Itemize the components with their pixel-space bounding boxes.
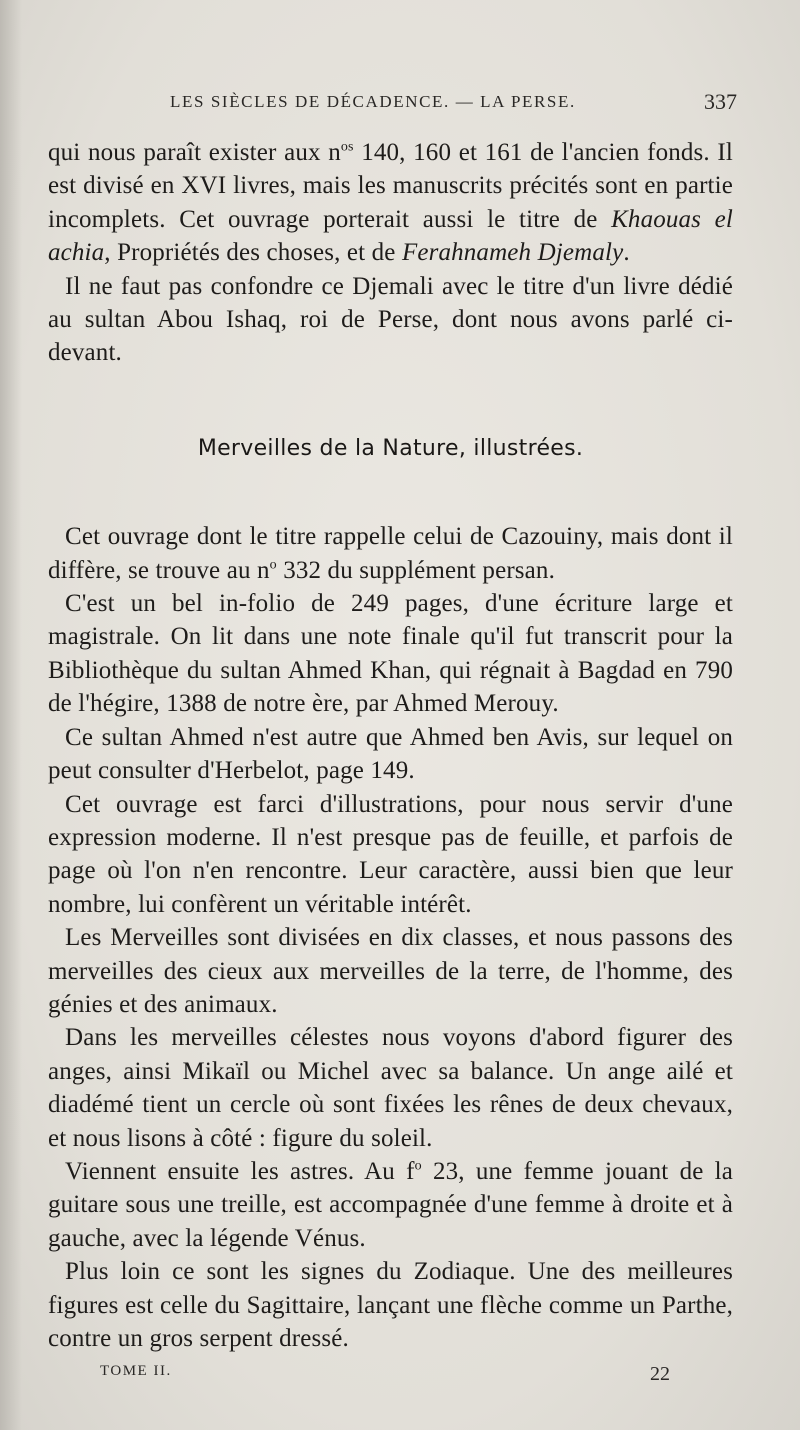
p1-italic-title-2: Ferahnameh Djemaly xyxy=(401,239,624,267)
paragraph-6: Cet ouvrage est farci d'illustrations, pour nous servir d'une expression moderne. Il n'est presque pas de feuille, et parfois de page où l'on n'en rencontre. Leur caractère, aussi bien que leur nombre, lui confèrent un véritable intérêt. xyxy=(48,790,733,918)
paragraph-5: Ce sultan Ahmed n'est autre que Ahmed ben Avis, sur lequel on peut consulter d'Herbelot, page 149. xyxy=(48,723,733,785)
signature-number: 22 xyxy=(650,1363,670,1385)
p3-end: 332 du supplément persan. xyxy=(276,556,555,584)
p9-end: 23, une femme jouant de la guitare sous une treille, est accompagnée d'une femme à droite et à gauche, avec la légende Vénus. xyxy=(48,1157,734,1252)
gutter-shadow xyxy=(0,0,22,1430)
paragraph-4: C'est un bel in-folio de 249 pages, d'une écriture large et magistrale. On lit dans une note finale qu'il fut transcrit pour la Bibliothèque du sultan Ahmed Khan, qui régnait à Bagdad en 790 de l'hégire, 1388 de notre ère, par Ahmed Merouy. xyxy=(48,590,733,718)
p1-end: . xyxy=(623,239,630,267)
paragraph-7: Les Merveilles sont divisées en dix classes, et nous passons des merveilles des cieux aux merveilles de la terre, de l'homme, des génies et des animaux. xyxy=(48,924,733,1018)
p1-italic-title-1: Khaouas el achia xyxy=(48,205,733,267)
body-text xyxy=(48,136,733,1355)
paragraph-3 xyxy=(48,520,733,587)
p9-sup: o xyxy=(414,1158,422,1174)
p9-start: Viennent ensuite les astres. Au f xyxy=(65,1157,415,1185)
page-header xyxy=(40,89,740,120)
p3-sup: o xyxy=(269,557,277,573)
p1-mid: 140, 160 et 161 de l'ancien fonds. Il est divisé en XVI livres, mais les manuscrits précités sont en partie incomplets. Cet ouvrage porterait aussi le titre de xyxy=(48,139,733,233)
p1-mid2: , Propriétés des choses, et de xyxy=(104,239,402,267)
paragraph-2: Il ne faut pas confondre ce Djemali avec le titre d'un livre dédié au sultan Abou Ishaq, roi de Perse, dont nous avons parlé ci-devant. xyxy=(48,272,733,367)
signature-mark: TOME II. xyxy=(100,1363,172,1379)
paragraph-10: Plus loin ce sont les signes du Zodiaque. Une des meilleures figures est celle du Sagittaire, lançant une flèche comme un Parthe, contre un gros serpent dressé. xyxy=(48,1258,733,1352)
page-footer xyxy=(100,1363,670,1389)
p1-start: qui nous paraît exister aux n xyxy=(48,139,341,166)
paragraph-8: Dans les merveilles célestes nous voyons d'abord figurer des anges, ainsi Mikaïl ou Michel avec sa balance. Un ange ailé et diadémé tient un cercle où sont fixées les rênes de deux chevaux, et nous lisons à côté : figure du soleil. xyxy=(48,1024,733,1152)
page-number: 337 xyxy=(704,89,737,114)
paragraph-9 xyxy=(48,1155,733,1255)
p1-sup: os xyxy=(340,139,354,155)
paragraph-1 xyxy=(48,136,733,270)
running-head: LES SIÈCLES DE DÉCADENCE. — LA PERSE. xyxy=(170,92,576,111)
p3-start: Cet ouvrage dont le titre rappelle celui de Cazouiny, mais dont il diffère, se trouve au n xyxy=(48,523,733,584)
section-title: Merveilles de la Nature, illustrées. xyxy=(197,435,584,461)
